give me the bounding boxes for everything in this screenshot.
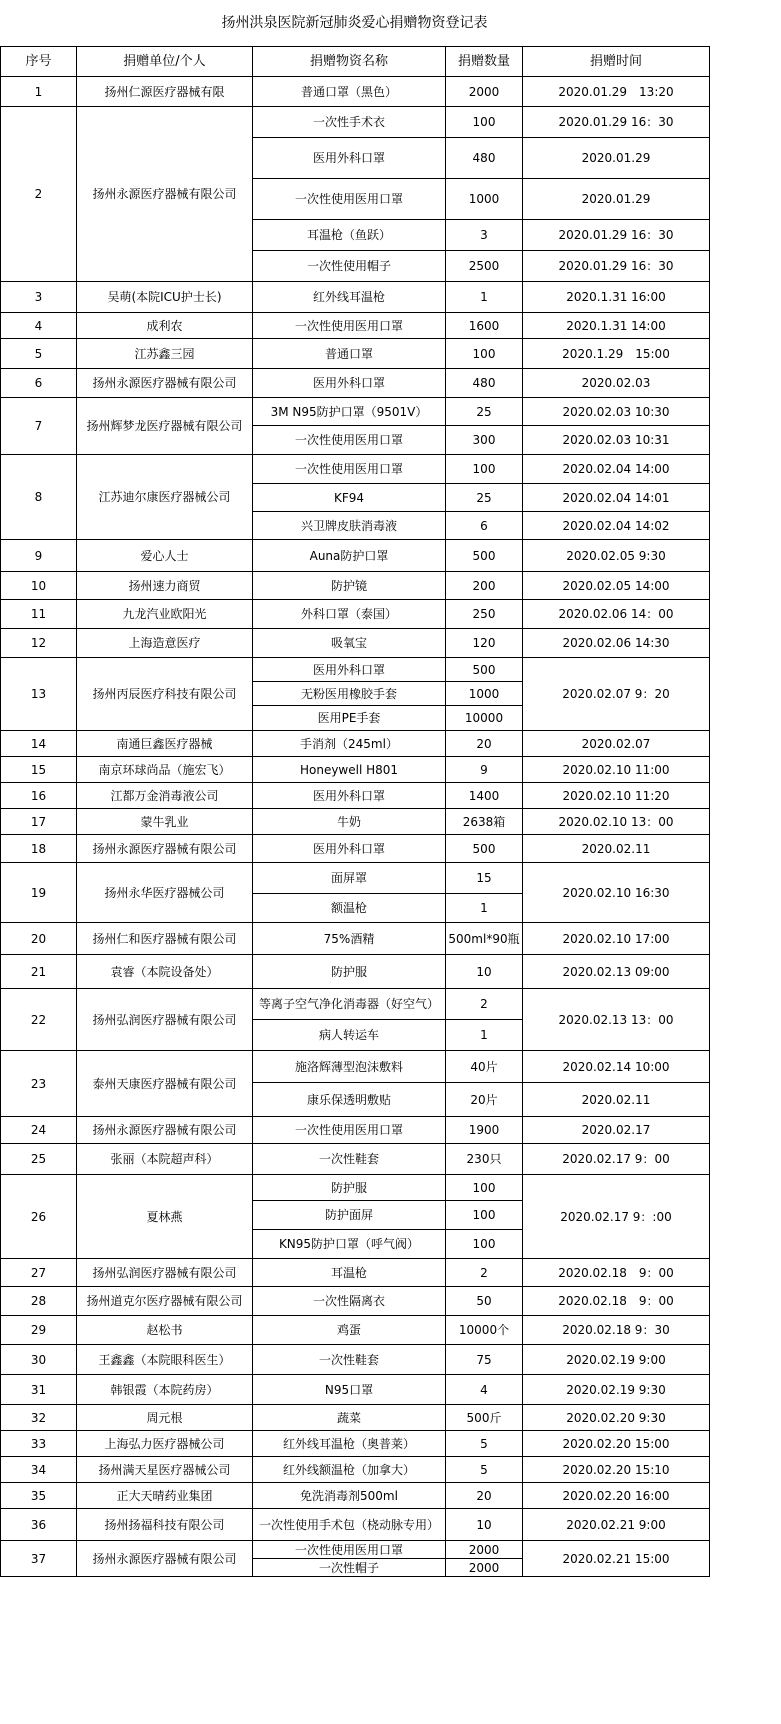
- quantity-cell: 100: [446, 1175, 523, 1201]
- donor-cell: 扬州仁源医疗器械有限: [77, 77, 253, 107]
- quantity-cell: 500: [446, 658, 523, 682]
- item-name-cell: 3M N95防护口罩（9501V）: [253, 398, 446, 426]
- donor-cell: 扬州满天星医疗器械公司: [77, 1457, 253, 1483]
- item-name-cell: 防护面屏: [253, 1201, 446, 1230]
- row-number: 13: [1, 658, 77, 731]
- donor-cell: 成利农: [77, 313, 253, 339]
- item-name-cell: 耳温枪（鱼跃）: [253, 220, 446, 251]
- time-cell: 2020.02.21 15:00: [523, 1541, 710, 1577]
- item-name-cell: 等离子空气净化消毒器（好空气）: [253, 989, 446, 1020]
- quantity-cell: 10: [446, 955, 523, 989]
- row-number: 22: [1, 989, 77, 1051]
- row-number: 19: [1, 863, 77, 923]
- time-cell: 2020.02.04 14:01: [523, 484, 710, 512]
- item-name-cell: 一次性使用医用口罩: [253, 179, 446, 220]
- quantity-cell: 6: [446, 512, 523, 540]
- table-row: [1, 1175, 710, 1201]
- item-name-cell: 75%酒精: [253, 923, 446, 955]
- row-number: 12: [1, 629, 77, 658]
- time-cell: 2020.01.29 16：30: [523, 107, 710, 138]
- item-name-cell: 吸氧宝: [253, 629, 446, 658]
- table-row: [1, 1287, 710, 1316]
- donor-cell: 扬州永华医疗器械公司: [77, 863, 253, 923]
- table-row: [1, 1431, 710, 1457]
- donor-cell: 江苏鑫三园: [77, 339, 253, 369]
- item-name-cell: 一次性使用帽子: [253, 251, 446, 282]
- donor-cell: 周元根: [77, 1405, 253, 1431]
- donor-cell: 泰州天康医疗器械有限公司: [77, 1051, 253, 1117]
- donor-cell: 扬州弘润医疗器械有限公司: [77, 989, 253, 1051]
- donor-cell: 扬州弘润医疗器械有限公司: [77, 1259, 253, 1287]
- row-number: 30: [1, 1345, 77, 1375]
- donor-cell: 扬州永源医疗器械有限公司: [77, 835, 253, 863]
- donor-cell: 扬州永源医疗器械有限公司: [77, 369, 253, 398]
- donor-cell: 张丽（本院超声科）: [77, 1144, 253, 1175]
- item-name-cell: 一次性使用手术包（桡动脉专用）: [253, 1509, 446, 1541]
- time-cell: 2020.02.03 10:31: [523, 426, 710, 455]
- time-cell: 2020.02.19 9:30: [523, 1375, 710, 1405]
- table-row: [1, 658, 710, 682]
- row-number: 25: [1, 1144, 77, 1175]
- time-cell: 2020.1.29 15:00: [523, 339, 710, 369]
- table-row: [1, 1509, 710, 1541]
- row-number: 37: [1, 1541, 77, 1577]
- item-name-cell: 面屏罩: [253, 863, 446, 894]
- donor-cell: 王鑫鑫（本院眼科医生）: [77, 1345, 253, 1375]
- table-row: [1, 731, 710, 757]
- donor-cell: 扬州永源医疗器械有限公司: [77, 107, 253, 282]
- row-number: 36: [1, 1509, 77, 1541]
- header-qty: 捐赠数量: [446, 47, 523, 77]
- donor-cell: 韩银霞（本院药房）: [77, 1375, 253, 1405]
- time-cell: 2020.02.18 9：00: [523, 1287, 710, 1316]
- table-row: [1, 313, 710, 339]
- item-name-cell: 一次性使用医用口罩: [253, 426, 446, 455]
- donor-cell: 九龙汽业欧阳光: [77, 600, 253, 629]
- item-name-cell: 医用外科口罩: [253, 783, 446, 809]
- time-cell: 2020.02.11: [523, 1083, 710, 1117]
- item-name-cell: 一次性隔离衣: [253, 1287, 446, 1316]
- donor-cell: 上海弘力医疗器械公司: [77, 1431, 253, 1457]
- quantity-cell: 1000: [446, 179, 523, 220]
- item-name-cell: 蔬菜: [253, 1405, 446, 1431]
- quantity-cell: 10000: [446, 706, 523, 731]
- item-name-cell: 医用外科口罩: [253, 138, 446, 179]
- table-row: [1, 339, 710, 369]
- time-cell: 2020.02.04 14:02: [523, 512, 710, 540]
- time-cell: 2020.02.18 9：30: [523, 1316, 710, 1345]
- time-cell: 2020.02.17 9：:00: [523, 1175, 710, 1259]
- row-number: 24: [1, 1117, 77, 1144]
- row-number: 11: [1, 600, 77, 629]
- row-number: 1: [1, 77, 77, 107]
- time-cell: 2020.02.13 13：00: [523, 989, 710, 1051]
- time-cell: 2020.02.10 16:30: [523, 863, 710, 923]
- quantity-cell: 1400: [446, 783, 523, 809]
- table-row: [1, 455, 710, 484]
- time-cell: 2020.02.20 15:10: [523, 1457, 710, 1483]
- quantity-cell: 100: [446, 107, 523, 138]
- time-cell: 2020.02.20 16:00: [523, 1483, 710, 1509]
- row-number: 31: [1, 1375, 77, 1405]
- table-row: [1, 835, 710, 863]
- table-row: [1, 282, 710, 313]
- row-number: 34: [1, 1457, 77, 1483]
- table-row: [1, 369, 710, 398]
- donor-cell: 扬州扬福科技有限公司: [77, 1509, 253, 1541]
- row-number: 10: [1, 572, 77, 600]
- time-cell: 2020.02.10 11:00: [523, 757, 710, 783]
- row-number: 20: [1, 923, 77, 955]
- time-cell: 2020.02.20 9:30: [523, 1405, 710, 1431]
- item-name-cell: 红外线耳温枪: [253, 282, 446, 313]
- item-name-cell: 康乐保透明敷贴: [253, 1083, 446, 1117]
- quantity-cell: 5: [446, 1431, 523, 1457]
- donor-cell: 扬州丙辰医疗科技有限公司: [77, 658, 253, 731]
- quantity-cell: 20片: [446, 1083, 523, 1117]
- table-row: [1, 540, 710, 572]
- table-row: [1, 757, 710, 783]
- row-number: 26: [1, 1175, 77, 1259]
- time-cell: 2020.02.07: [523, 731, 710, 757]
- table-row: [1, 1117, 710, 1144]
- quantity-cell: 100: [446, 1230, 523, 1259]
- item-name-cell: 红外线额温枪（加拿大）: [253, 1457, 446, 1483]
- donor-cell: 正大天晴药业集团: [77, 1483, 253, 1509]
- quantity-cell: 2000: [446, 77, 523, 107]
- quantity-cell: 25: [446, 398, 523, 426]
- table-row: [1, 1541, 710, 1559]
- time-cell: 2020.02.05 9:30: [523, 540, 710, 572]
- page-title: 扬州洪泉医院新冠肺炎爱心捐赠物资登记表: [221, 15, 488, 31]
- item-name-cell: 牛奶: [253, 809, 446, 835]
- table-row: [1, 629, 710, 658]
- quantity-cell: 1: [446, 282, 523, 313]
- quantity-cell: 15: [446, 863, 523, 894]
- row-number: 8: [1, 455, 77, 540]
- donor-cell: 吴萌(本院ICU护士长): [77, 282, 253, 313]
- row-number: 21: [1, 955, 77, 989]
- donor-cell: 江苏迪尔康医疗器械公司: [77, 455, 253, 540]
- donor-cell: 扬州速力商贸: [77, 572, 253, 600]
- item-name-cell: 外科口罩（泰国）: [253, 600, 446, 629]
- time-cell: 2020.02.18 9：00: [523, 1259, 710, 1287]
- table-row: [1, 572, 710, 600]
- donor-cell: 扬州仁和医疗器械有限公司: [77, 923, 253, 955]
- time-cell: 2020.02.17: [523, 1117, 710, 1144]
- quantity-cell: 100: [446, 455, 523, 484]
- donor-cell: 南京环球尚品（施宏飞）: [77, 757, 253, 783]
- quantity-cell: 25: [446, 484, 523, 512]
- item-name-cell: 防护镜: [253, 572, 446, 600]
- quantity-cell: 1: [446, 1020, 523, 1051]
- item-name-cell: 额温枪: [253, 894, 446, 923]
- quantity-cell: 2638箱: [446, 809, 523, 835]
- table-row: [1, 923, 710, 955]
- item-name-cell: Auna防护口罩: [253, 540, 446, 572]
- donor-cell: 扬州道克尔医疗器械有限公司: [77, 1287, 253, 1316]
- item-name-cell: 医用PE手套: [253, 706, 446, 731]
- item-name-cell: 一次性使用医用口罩: [253, 313, 446, 339]
- donor-cell: 扬州永源医疗器械有限公司: [77, 1541, 253, 1577]
- quantity-cell: 480: [446, 138, 523, 179]
- quantity-cell: 40片: [446, 1051, 523, 1083]
- row-number: 23: [1, 1051, 77, 1117]
- item-name-cell: KN95防护口罩（呼气阀）: [253, 1230, 446, 1259]
- quantity-cell: 1: [446, 894, 523, 923]
- quantity-cell: 230只: [446, 1144, 523, 1175]
- table-row: [1, 1405, 710, 1431]
- table-row: [1, 1316, 710, 1345]
- quantity-cell: 20: [446, 731, 523, 757]
- table-row: [1, 1259, 710, 1287]
- table-row: [1, 398, 710, 426]
- time-cell: 2020.02.10 11:20: [523, 783, 710, 809]
- table-row: [1, 107, 710, 138]
- header-no: 序号: [1, 47, 77, 77]
- quantity-cell: 1900: [446, 1117, 523, 1144]
- header-time: 捐赠时间: [523, 47, 710, 77]
- row-number: 29: [1, 1316, 77, 1345]
- row-number: 18: [1, 835, 77, 863]
- quantity-cell: 2: [446, 989, 523, 1020]
- row-number: 35: [1, 1483, 77, 1509]
- row-number: 6: [1, 369, 77, 398]
- row-number: 27: [1, 1259, 77, 1287]
- item-name-cell: Honeywell H801: [253, 757, 446, 783]
- time-cell: 2020.02.03: [523, 369, 710, 398]
- quantity-cell: 500斤: [446, 1405, 523, 1431]
- quantity-cell: 100: [446, 1201, 523, 1230]
- time-cell: 2020.02.06 14：00: [523, 600, 710, 629]
- item-name-cell: 病人转运车: [253, 1020, 446, 1051]
- row-number: 17: [1, 809, 77, 835]
- item-name-cell: 医用外科口罩: [253, 369, 446, 398]
- quantity-cell: 2000: [446, 1541, 523, 1559]
- item-name-cell: N95口罩: [253, 1375, 446, 1405]
- quantity-cell: 100: [446, 339, 523, 369]
- item-name-cell: 一次性帽子: [253, 1559, 446, 1577]
- time-cell: 2020.02.04 14:00: [523, 455, 710, 484]
- quantity-cell: 2500: [446, 251, 523, 282]
- row-number: 16: [1, 783, 77, 809]
- donor-cell: 扬州辉梦龙医疗器械有限公司: [77, 398, 253, 455]
- row-number: 33: [1, 1431, 77, 1457]
- time-cell: 2020.01.29 16：30: [523, 251, 710, 282]
- header-donor: 捐赠单位/个人: [77, 47, 253, 77]
- donor-cell: 江都万金消毒液公司: [77, 783, 253, 809]
- quantity-cell: 500: [446, 835, 523, 863]
- time-cell: 2020.02.07 9：20: [523, 658, 710, 731]
- quantity-cell: 10000个: [446, 1316, 523, 1345]
- quantity-cell: 50: [446, 1287, 523, 1316]
- donor-cell: 上海造意医疗: [77, 629, 253, 658]
- item-name-cell: 一次性使用医用口罩: [253, 455, 446, 484]
- item-name-cell: 耳温枪: [253, 1259, 446, 1287]
- time-cell: 2020.02.14 10:00: [523, 1051, 710, 1083]
- quantity-cell: 120: [446, 629, 523, 658]
- time-cell: 2020.02.05 14:00: [523, 572, 710, 600]
- time-cell: 2020.02.10 13：00: [523, 809, 710, 835]
- row-number: 2: [1, 107, 77, 282]
- time-cell: 2020.02.10 17:00: [523, 923, 710, 955]
- item-name-cell: 一次性手术衣: [253, 107, 446, 138]
- row-number: 4: [1, 313, 77, 339]
- donation-table: [0, 46, 710, 1577]
- table-row: [1, 1457, 710, 1483]
- donor-cell: 爱心人士: [77, 540, 253, 572]
- quantity-cell: 480: [446, 369, 523, 398]
- table-row: [1, 989, 710, 1020]
- row-number: 32: [1, 1405, 77, 1431]
- time-cell: 2020.02.21 9:00: [523, 1509, 710, 1541]
- item-name-cell: 普通口罩（黑色）: [253, 77, 446, 107]
- row-number: 3: [1, 282, 77, 313]
- item-name-cell: 无粉医用橡胶手套: [253, 682, 446, 706]
- row-number: 28: [1, 1287, 77, 1316]
- donor-cell: 赵松书: [77, 1316, 253, 1345]
- time-cell: 2020.02.20 15:00: [523, 1431, 710, 1457]
- item-name-cell: KF94: [253, 484, 446, 512]
- time-cell: 2020.02.03 10:30: [523, 398, 710, 426]
- quantity-cell: 1600: [446, 313, 523, 339]
- item-name-cell: 鸡蛋: [253, 1316, 446, 1345]
- quantity-cell: 9: [446, 757, 523, 783]
- quantity-cell: 2000: [446, 1559, 523, 1577]
- header-item: 捐赠物资名称: [253, 47, 446, 77]
- quantity-cell: 3: [446, 220, 523, 251]
- table-row: [1, 1051, 710, 1083]
- quantity-cell: 1000: [446, 682, 523, 706]
- item-name-cell: 医用外科口罩: [253, 658, 446, 682]
- item-name-cell: 手消剂（245ml）: [253, 731, 446, 757]
- time-cell: 2020.1.31 14:00: [523, 313, 710, 339]
- item-name-cell: 防护服: [253, 1175, 446, 1201]
- table-row: [1, 955, 710, 989]
- item-name-cell: 一次性鞋套: [253, 1345, 446, 1375]
- item-name-cell: 防护服: [253, 955, 446, 989]
- quantity-cell: 500ml*90瓶: [446, 923, 523, 955]
- table-row: [1, 1483, 710, 1509]
- row-number: 7: [1, 398, 77, 455]
- item-name-cell: 免洗消毒剂500ml: [253, 1483, 446, 1509]
- row-number: 5: [1, 339, 77, 369]
- table-row: [1, 809, 710, 835]
- quantity-cell: 4: [446, 1375, 523, 1405]
- item-name-cell: 医用外科口罩: [253, 835, 446, 863]
- donor-cell: 扬州永源医疗器械有限公司: [77, 1117, 253, 1144]
- quantity-cell: 10: [446, 1509, 523, 1541]
- table-row: [1, 600, 710, 629]
- donor-cell: 袁睿（本院设备处）: [77, 955, 253, 989]
- time-cell: 2020.01.29 13:20: [523, 77, 710, 107]
- quantity-cell: 500: [446, 540, 523, 572]
- item-name-cell: 一次性使用医用口罩: [253, 1117, 446, 1144]
- time-cell: 2020.1.31 16:00: [523, 282, 710, 313]
- time-cell: 2020.01.29: [523, 179, 710, 220]
- table-row: [1, 1345, 710, 1375]
- quantity-cell: 2: [446, 1259, 523, 1287]
- row-number: 9: [1, 540, 77, 572]
- item-name-cell: 红外线耳温枪（奥普莱）: [253, 1431, 446, 1457]
- donor-cell: 蒙牛乳业: [77, 809, 253, 835]
- donor-cell: 夏林燕: [77, 1175, 253, 1259]
- item-name-cell: 施洛辉薄型泡沫敷料: [253, 1051, 446, 1083]
- row-number: 15: [1, 757, 77, 783]
- time-cell: 2020.02.19 9:00: [523, 1345, 710, 1375]
- table-row: [1, 783, 710, 809]
- time-cell: 2020.01.29 16：30: [523, 220, 710, 251]
- item-name-cell: 一次性鞋套: [253, 1144, 446, 1175]
- table-row: [1, 863, 710, 894]
- quantity-cell: 200: [446, 572, 523, 600]
- quantity-cell: 300: [446, 426, 523, 455]
- time-cell: 2020.02.06 14:30: [523, 629, 710, 658]
- time-cell: 2020.02.17 9：00: [523, 1144, 710, 1175]
- table-row: [1, 77, 710, 107]
- item-name-cell: 一次性使用医用口罩: [253, 1541, 446, 1559]
- item-name-cell: 普通口罩: [253, 339, 446, 369]
- table-row: [1, 1375, 710, 1405]
- time-cell: 2020.01.29: [523, 138, 710, 179]
- quantity-cell: 5: [446, 1457, 523, 1483]
- header-row: [1, 47, 710, 77]
- donor-cell: 南通巨鑫医疗器械: [77, 731, 253, 757]
- quantity-cell: 75: [446, 1345, 523, 1375]
- row-number: 14: [1, 731, 77, 757]
- quantity-cell: 250: [446, 600, 523, 629]
- time-cell: 2020.02.13 09:00: [523, 955, 710, 989]
- table-row: [1, 1144, 710, 1175]
- time-cell: 2020.02.11: [523, 835, 710, 863]
- item-name-cell: 兴卫牌皮肤消毒液: [253, 512, 446, 540]
- quantity-cell: 20: [446, 1483, 523, 1509]
